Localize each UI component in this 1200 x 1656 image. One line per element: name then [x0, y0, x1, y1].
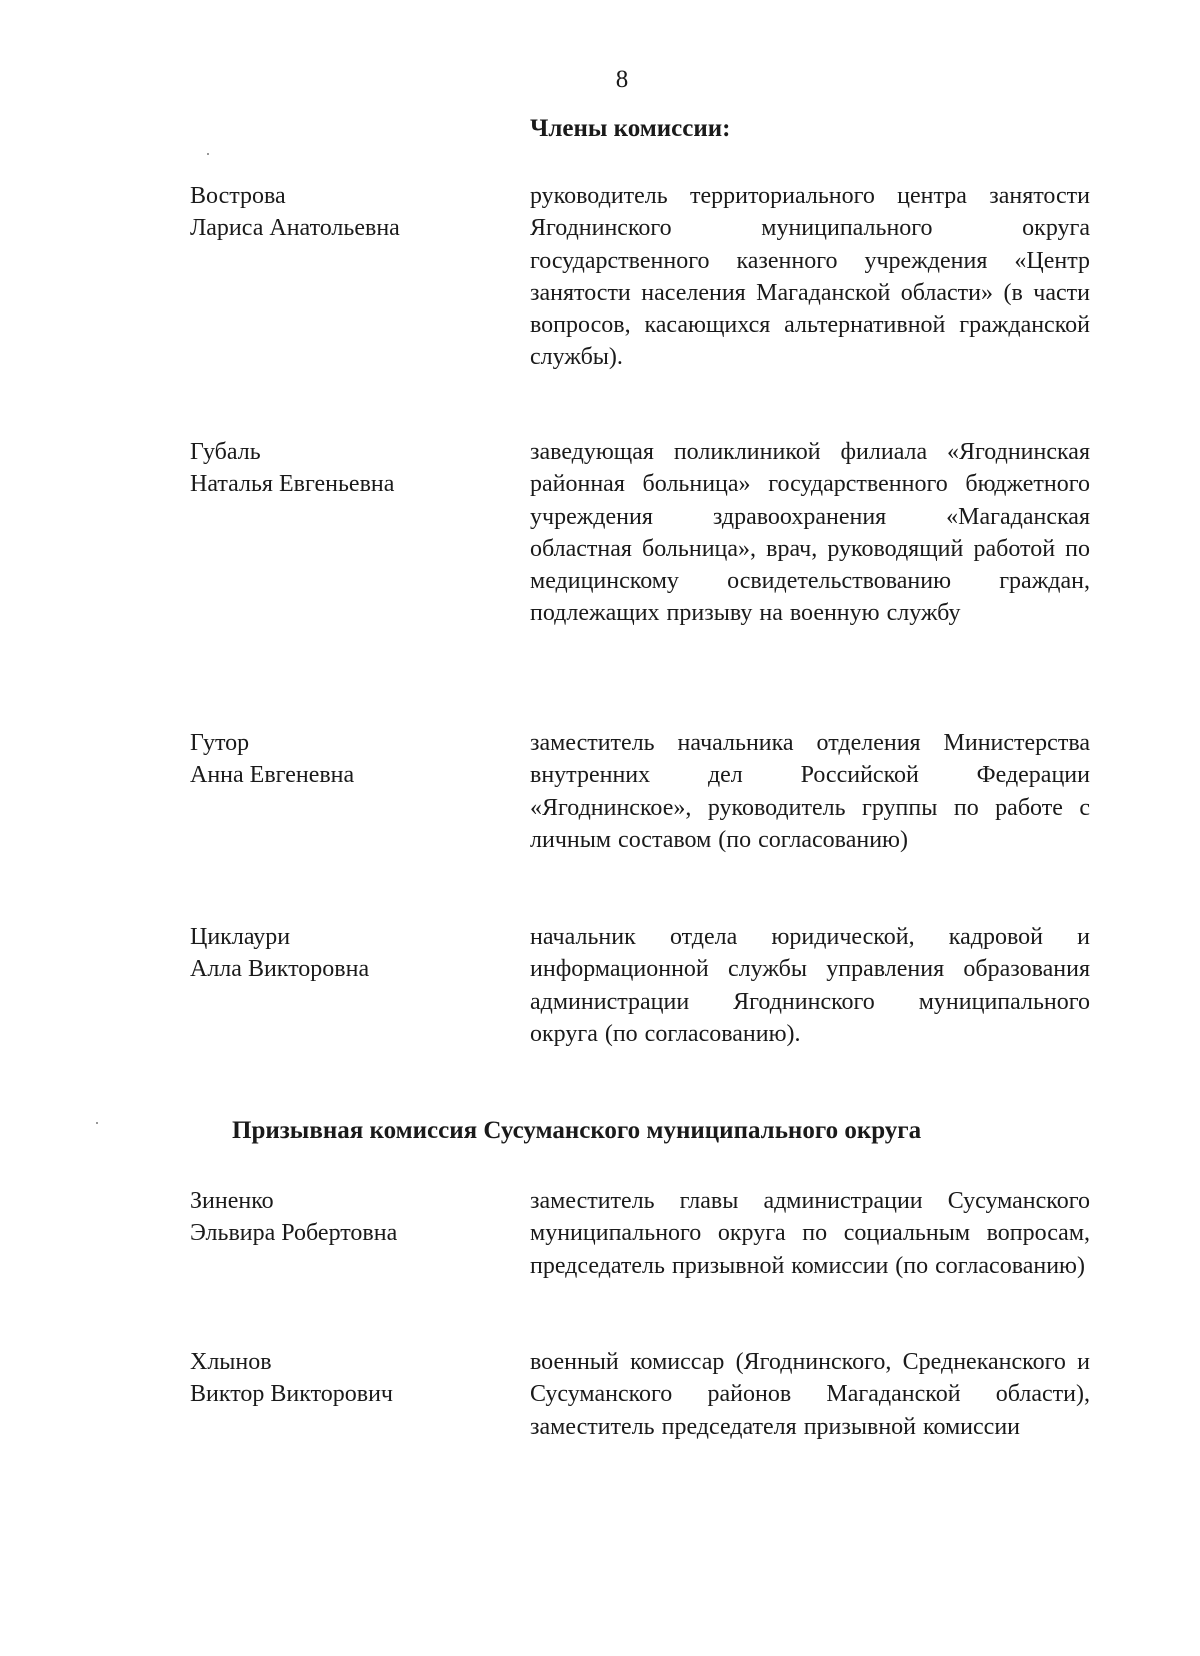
member-name	[190, 436, 510, 500]
member-given-names: Анна Евгеневна	[190, 762, 355, 788]
commission-member-name	[190, 1185, 510, 1249]
commission-member-given-names: Эльвира Робертовна	[190, 1220, 398, 1246]
member-name	[190, 921, 510, 985]
scan-speck	[96, 1122, 98, 1124]
page-number: 8	[615, 66, 629, 93]
member-surname: Циклаури	[190, 924, 291, 950]
member-given-names: Алла Викторовна	[190, 956, 370, 982]
commission-member-given-names: Виктор Викторович	[190, 1381, 393, 1407]
commission-member-role: заместитель главы администрации Сусуманского муниципального округа по социальным вопросам, председатель призывной комиссии (по согласованию)	[530, 1188, 1090, 1279]
commission-member-name	[190, 1346, 510, 1410]
member-surname: Вострова	[190, 183, 286, 209]
member-name	[190, 180, 510, 244]
member-role: начальник отдела юридической, кадровой и информационной службы управления образования администрации Ягоднинского муниципального округа (по согласованию).	[530, 924, 1090, 1047]
member-surname: Гутор	[190, 730, 250, 756]
member-name	[190, 727, 510, 791]
scan-speck	[207, 153, 209, 155]
commission-member-surname: Зиненко	[190, 1188, 274, 1214]
commission-member-surname: Хлынов	[190, 1349, 272, 1375]
member-given-names: Лариса Анатольевна	[190, 215, 400, 241]
members-heading: Члены комиссии:	[530, 115, 731, 142]
member-given-names: Наталья Евгеньевна	[190, 471, 395, 497]
member-role: заведующая поликлиникой филиала «Ягоднинская районная больница» государственного бюджетного учреждения здравоохранения «Магаданская областная больница», врач, руководящий работой по медицинскому освидетельствованию граждан, подлежащих призыву на военную службу	[530, 439, 1090, 627]
commission-member-role: военный комиссар (Ягоднинского, Среднеканского и Сусуманского районов Магаданской области), заместитель председателя призывной комиссии	[530, 1349, 1090, 1440]
member-surname: Губаль	[190, 439, 261, 465]
member-role: заместитель начальника отделения Министерства внутренних дел Российской Федерации «Ягоднинское», руководитель группы по работе с личным составом (по согласованию)	[530, 730, 1090, 853]
member-role: руководитель территориального центра занятости Ягоднинского муниципального округа государственного казенного учреждения «Центр занятости населения Магаданской области» (в части вопросов, касающихся альтернативной гражданской службы).	[530, 183, 1090, 371]
commission-heading: Призывная комиссия Сусуманского муниципального округа	[232, 1117, 922, 1144]
